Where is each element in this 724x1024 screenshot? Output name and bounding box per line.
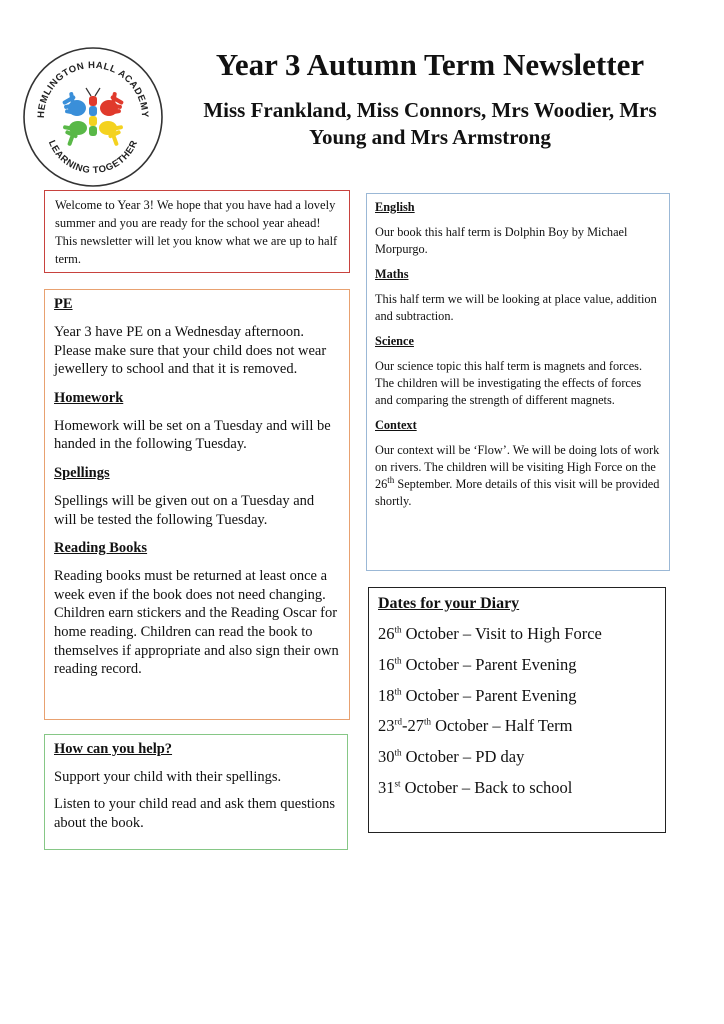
reading-books-heading: Reading Books — [54, 540, 148, 557]
maths-text: This half term we will be looking at place value, addition and subtraction. — [375, 292, 657, 323]
spellings-heading: Spellings — [54, 464, 110, 481]
reading-books-text: Reading books must be returned at least once a week even if the book does not need changing. Children earn stickers and the Reading Oscar for home reading. Children can read the book to themselves if appropriate and also sign their own reading record. — [54, 568, 339, 678]
maths-heading: Maths — [375, 267, 409, 281]
science-text: Our science topic this half term is magnets and forces. The children will be investigating the effects of forces and comparing the strength of different magnets. — [375, 359, 643, 407]
context-text: Our context will be ‘Flow’. We will be doing lots of work on rivers. The children will be visiting High Force on the 26th September. More details of this visit will be provided shortly. — [375, 443, 660, 508]
english-heading: English — [375, 200, 415, 214]
homework-heading: Homework — [54, 389, 124, 406]
class-info-box — [44, 289, 350, 720]
diary-entry: 18th October – Parent Evening — [378, 685, 577, 705]
teacher-names: Miss Frankland, Miss Connors, Mrs Woodier, Mrs Young and Mrs Armstrong — [203, 98, 657, 149]
diary-list — [378, 623, 656, 799]
help-heading: How can you help? — [54, 741, 173, 757]
diary-heading: Dates for your Diary — [378, 595, 520, 612]
logo-bottom-text: LEARNING TOGETHER — [45, 138, 141, 177]
science-heading: Science — [375, 334, 414, 348]
curriculum-box — [366, 193, 670, 571]
diary-entry: 26th October – Visit to High Force — [378, 624, 602, 643]
logo-top-text: HEMLINGTON HALL ACADEMY — [35, 59, 151, 119]
diary-entry: 31st October – Back to school — [378, 777, 573, 797]
diary-entry: 23rd-27th October – Half Term — [378, 716, 573, 736]
welcome-text: Welcome to Year 3! We hope that you have had a lovely summer and you are ready for the school year ahead! This newsletter will let you know what we are up to half term. — [55, 198, 338, 266]
english-text: Our book this half term is Dolphin Boy by Michael Morpurgo. — [375, 225, 628, 256]
pe-heading: PE — [54, 296, 73, 312]
diary-entry: 16th October – Parent Evening — [378, 654, 577, 674]
dates-diary-box — [368, 587, 666, 833]
newsletter-title: Year 3 Autumn Term Newsletter — [215, 47, 645, 82]
homework-text: Homework will be set on a Tuesday and will be handed in the following Tuesday. — [54, 417, 331, 453]
pe-text: Year 3 have PE on a Wednesday afternoon. Please make sure that your child does not wear jewellery to school and that it is removed. — [54, 324, 327, 378]
context-heading: Context — [375, 418, 417, 432]
welcome-box — [44, 190, 350, 273]
school-logo — [22, 46, 164, 188]
how-can-you-help-box — [44, 734, 348, 850]
help-item: Listen to your child read and ask them questions about the book. — [54, 796, 336, 831]
help-item: Support your child with their spellings. — [54, 768, 282, 785]
diary-entry: 30th October – PD day — [378, 747, 525, 767]
spellings-text: Spellings will be given out on a Tuesday and will be tested the following Tuesday. — [54, 492, 315, 528]
